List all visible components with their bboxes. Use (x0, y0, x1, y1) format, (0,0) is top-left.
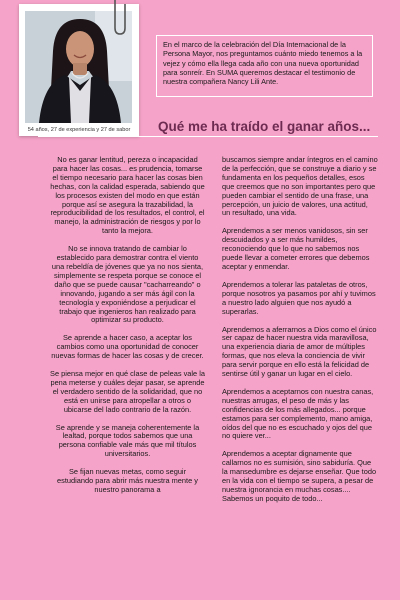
article-headline: Qué me ha traído el ganar años... (158, 119, 371, 134)
intro-box: En el marco de la celebración del Día Internacional de la Persona Mayor, nos preguntamos cuánto miedo tenemos a la vejez y cómo ella llega cada año con una nueva oportunidad para sonreír. En SUMA queremos destacar el testimonio de nuestra compañera Nancy Lili Ante. (156, 35, 373, 97)
paperclip-icon (111, 0, 129, 36)
paragraph: No es ganar lentitud, pereza o incapacidad para hacer las cosas... es prudencia, tomarse el tiempo necesario para hacer las cosas bien hechas, con la calidad esperada, sabiendo que los procesos existen del modo en que están porque así se asegura la trazabilidad, la reproducibilidad de los resultados, el control, el manejo, la administración de riesgos y por lo tanto la mejora. (50, 155, 205, 236)
paragraph: Se aprende y se maneja coherentemente la lealtad, porque todos sabemos que una persona confiable vale más que mil títulos universitarios. (55, 422, 200, 459)
headline-divider (38, 136, 378, 137)
paragraph: Se aprende a hacer caso, a aceptar los cambios como una oportunidad de conocer nuevas formas de hacer las cosas y de crecer. (51, 333, 204, 361)
paragraph: Aprendemos a aceptar dignamente que callarnos no es sumisión, sino sabiduría. Que la mansedumbre es dejarse enseñar. Que todo en la vida con el tiempo se supera, a pesar de nuestra ignorancia en muchas cosas.... Sabemos un poquito de todo... (222, 449, 377, 503)
paragraph: Se fijan nuevas metas, como seguir estudiando para abrir más nuestra mente y nuestro panorama a (57, 467, 198, 494)
paragraph: Aprendemos a ser menos vanidosos, sin ser descuidados y a ser más humildes, reconociendo que lo que no sabemos nos puede llevar a cometer errores que debemos aceptar y enmendar. (222, 226, 370, 271)
paragraph: Aprendemos a tolerar las pataletas de otros, porque nosotros ya pasamos por ahí y tuvimos a nuestro lado alguien que nos ayudó a superarlas. (222, 279, 376, 316)
paragraph: Aprendemos a aferrarnos a Dios como el único ser capaz de hacer nuestra vida maravillosa, una experiencia diaria de amor de múltiples formas, que nos eleva la conciencia de vivir para servir porque en ello está la felicidad de sentirse útil y ganar un lugar en el cielo. (222, 324, 377, 379)
paragraph: Se piensa mejor en qué clase de peleas vale la pena meterse y cuáles dejar pasar, se aprende el verdadero sentido de la solidaridad, que no está en unirse para atropellar a otros o ubicarse del lado contrario de la razón. (50, 369, 205, 414)
paragraph: Aprendemos a aceptarnos con nuestra canas, nuestras arrugas, el peso de más y las confidencias de los más allegados... porque estamos para ser complemento, mano amiga, oídos del que no es escuchado y ojos del que no quiere ver... (222, 386, 374, 441)
paragraph: No se innova tratando de cambiar lo establecido para demostrar contra el viento una rebeldía de jóvenes que ya no nos sienta, simplemente se respeta porque se conoce el daño que se puede causar "cacharreando" o innovando, jugando a ser más ágil con la tecnología y exponiéndose a perjudicar el trabajo que ingenieros han realizado para optimizar su producto. (51, 244, 204, 325)
paragraph: buscamos siempre andar íntegros en el camino de la perfección, que se construye a diario y se fundamenta en los pequeños detalles, esos que creemos que no son importantes pero que pueden cambiar el sentido de una frase, una percepción, un juicio de valores, una actitud, un resultado, una vida. (222, 155, 378, 218)
left-column (50, 156, 205, 504)
right-column (222, 156, 378, 513)
photo-caption: 54 años, 27 de experiencia y 27 de sabor (27, 127, 131, 133)
